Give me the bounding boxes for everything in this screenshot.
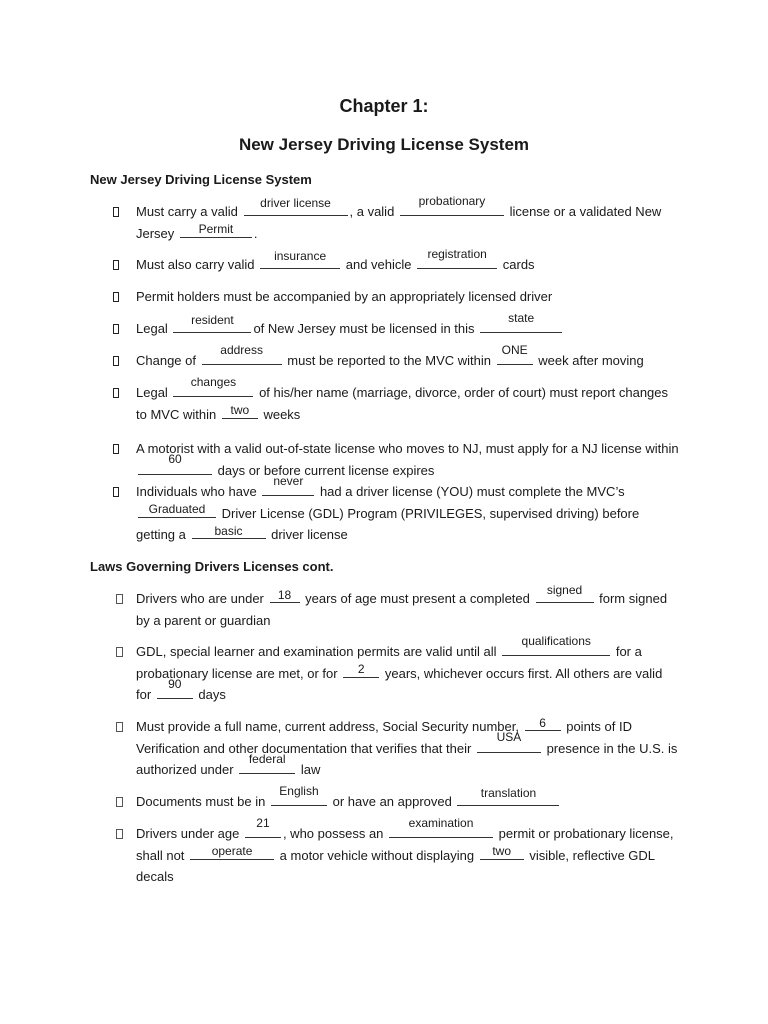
checkbox-bullet-icon: [113, 388, 119, 398]
bullet-icon: [116, 647, 123, 657]
checkbox-bullet-icon: [113, 356, 119, 366]
answer-blank: insurance: [260, 254, 340, 269]
answer-blank: English: [271, 791, 327, 806]
answer-blank: ONE: [497, 350, 533, 365]
section-heading-laws-governing: Laws Governing Drivers Licenses cont.: [90, 559, 334, 574]
answer-blank: resident: [173, 318, 251, 333]
list-item: Must also carry valid insurance and vehicle registration cards: [136, 246, 535, 272]
list-item: Drivers who are under 18 years of age must present a completed signed form signed by a parent or guardian: [136, 582, 668, 628]
checkbox-bullet-icon: [113, 260, 119, 270]
answer-blank: registration: [417, 254, 497, 269]
list-item: GDL, special learner and examination permits are valid until all qualifications for a probationary license are met, or for 2 years, whichever occurs first. All others are valid for 90 days: [136, 633, 663, 702]
checkbox-bullet-icon: [113, 207, 119, 217]
answer-blank: changes: [173, 382, 253, 397]
answer-blank: 2: [343, 663, 379, 678]
section-heading-license-system: New Jersey Driving License System: [90, 172, 312, 187]
answer-blank: state: [480, 318, 562, 333]
answer-blank: address: [202, 350, 282, 365]
list-item: Individuals who have never had a driver license (YOU) must complete the MVC’s Graduated Driver License (GDL) Program (PRIVILEGES, supervised driving) before getting a basic driver license: [136, 473, 640, 542]
checkbox-bullet-icon: [113, 444, 119, 454]
chapter-heading: Chapter 1:: [339, 96, 429, 116]
answer-blank: translation: [457, 791, 559, 806]
bullet-icon: [116, 722, 123, 732]
answer-blank: signed: [536, 588, 594, 603]
answer-blank: USA: [477, 738, 541, 753]
answer-blank: operate: [190, 845, 274, 860]
list-item: Drivers under age 21 , who possess an examination permit or probationary license, shall not operate a motor vehicle without displaying two visible, reflective GDL decals: [136, 815, 674, 884]
answer-blank: 18: [270, 588, 300, 603]
bullet-icon: [116, 797, 123, 807]
checkbox-bullet-icon: [113, 324, 119, 334]
bullet-icon: [116, 594, 123, 604]
list-item: A motorist with a valid out-of-state license who moves to NJ, must apply for a NJ license within 60 days or before current license expires: [136, 441, 679, 478]
list-item: Documents must be in English or have an approved translation: [136, 791, 681, 813]
answer-blank: driver license: [244, 201, 348, 216]
list-item: Must provide a full name, current address, Social Security number, 6 points of ID Verification and other documentation that verifies that their USA presence in the U.S. is authorized under federal law: [136, 715, 678, 777]
list-item: Must carry a valid driver license , a valid probationary license or a validated New Jersey Permit .: [136, 193, 662, 241]
answer-blank: federal: [239, 759, 295, 774]
answer-blank: never: [262, 481, 314, 496]
answer-blank: examination: [389, 823, 493, 838]
list-item: Change of address must be reported to the MVC within ONE week after moving: [136, 342, 644, 368]
answer-blank: 6: [525, 716, 561, 731]
answer-blank: Permit: [180, 223, 252, 238]
answer-blank: probationary: [400, 201, 504, 216]
checkbox-bullet-icon: [113, 487, 119, 497]
list-item: Legal resident of New Jersey must be licensed in this state: [136, 318, 681, 340]
bullet-icon: [116, 829, 123, 839]
list-item: Permit holders must be accompanied by an appropriately licensed driver: [136, 289, 553, 304]
checkbox-bullet-icon: [113, 292, 119, 302]
answer-blank: Graduated: [138, 503, 216, 518]
list-item: Legal changes of his/her name (marriage, divorce, order of court) must report changes to MVC within two weeks: [136, 374, 669, 422]
document-title: New Jersey Driving License System: [238, 135, 530, 154]
answer-blank: two: [480, 845, 524, 860]
answer-blank: two: [222, 404, 258, 419]
answer-blank: 90: [157, 684, 193, 699]
answer-blank: 60: [138, 460, 212, 475]
answer-blank: 21: [245, 823, 281, 838]
answer-blank: qualifications: [502, 641, 610, 656]
answer-blank: basic: [192, 524, 266, 539]
